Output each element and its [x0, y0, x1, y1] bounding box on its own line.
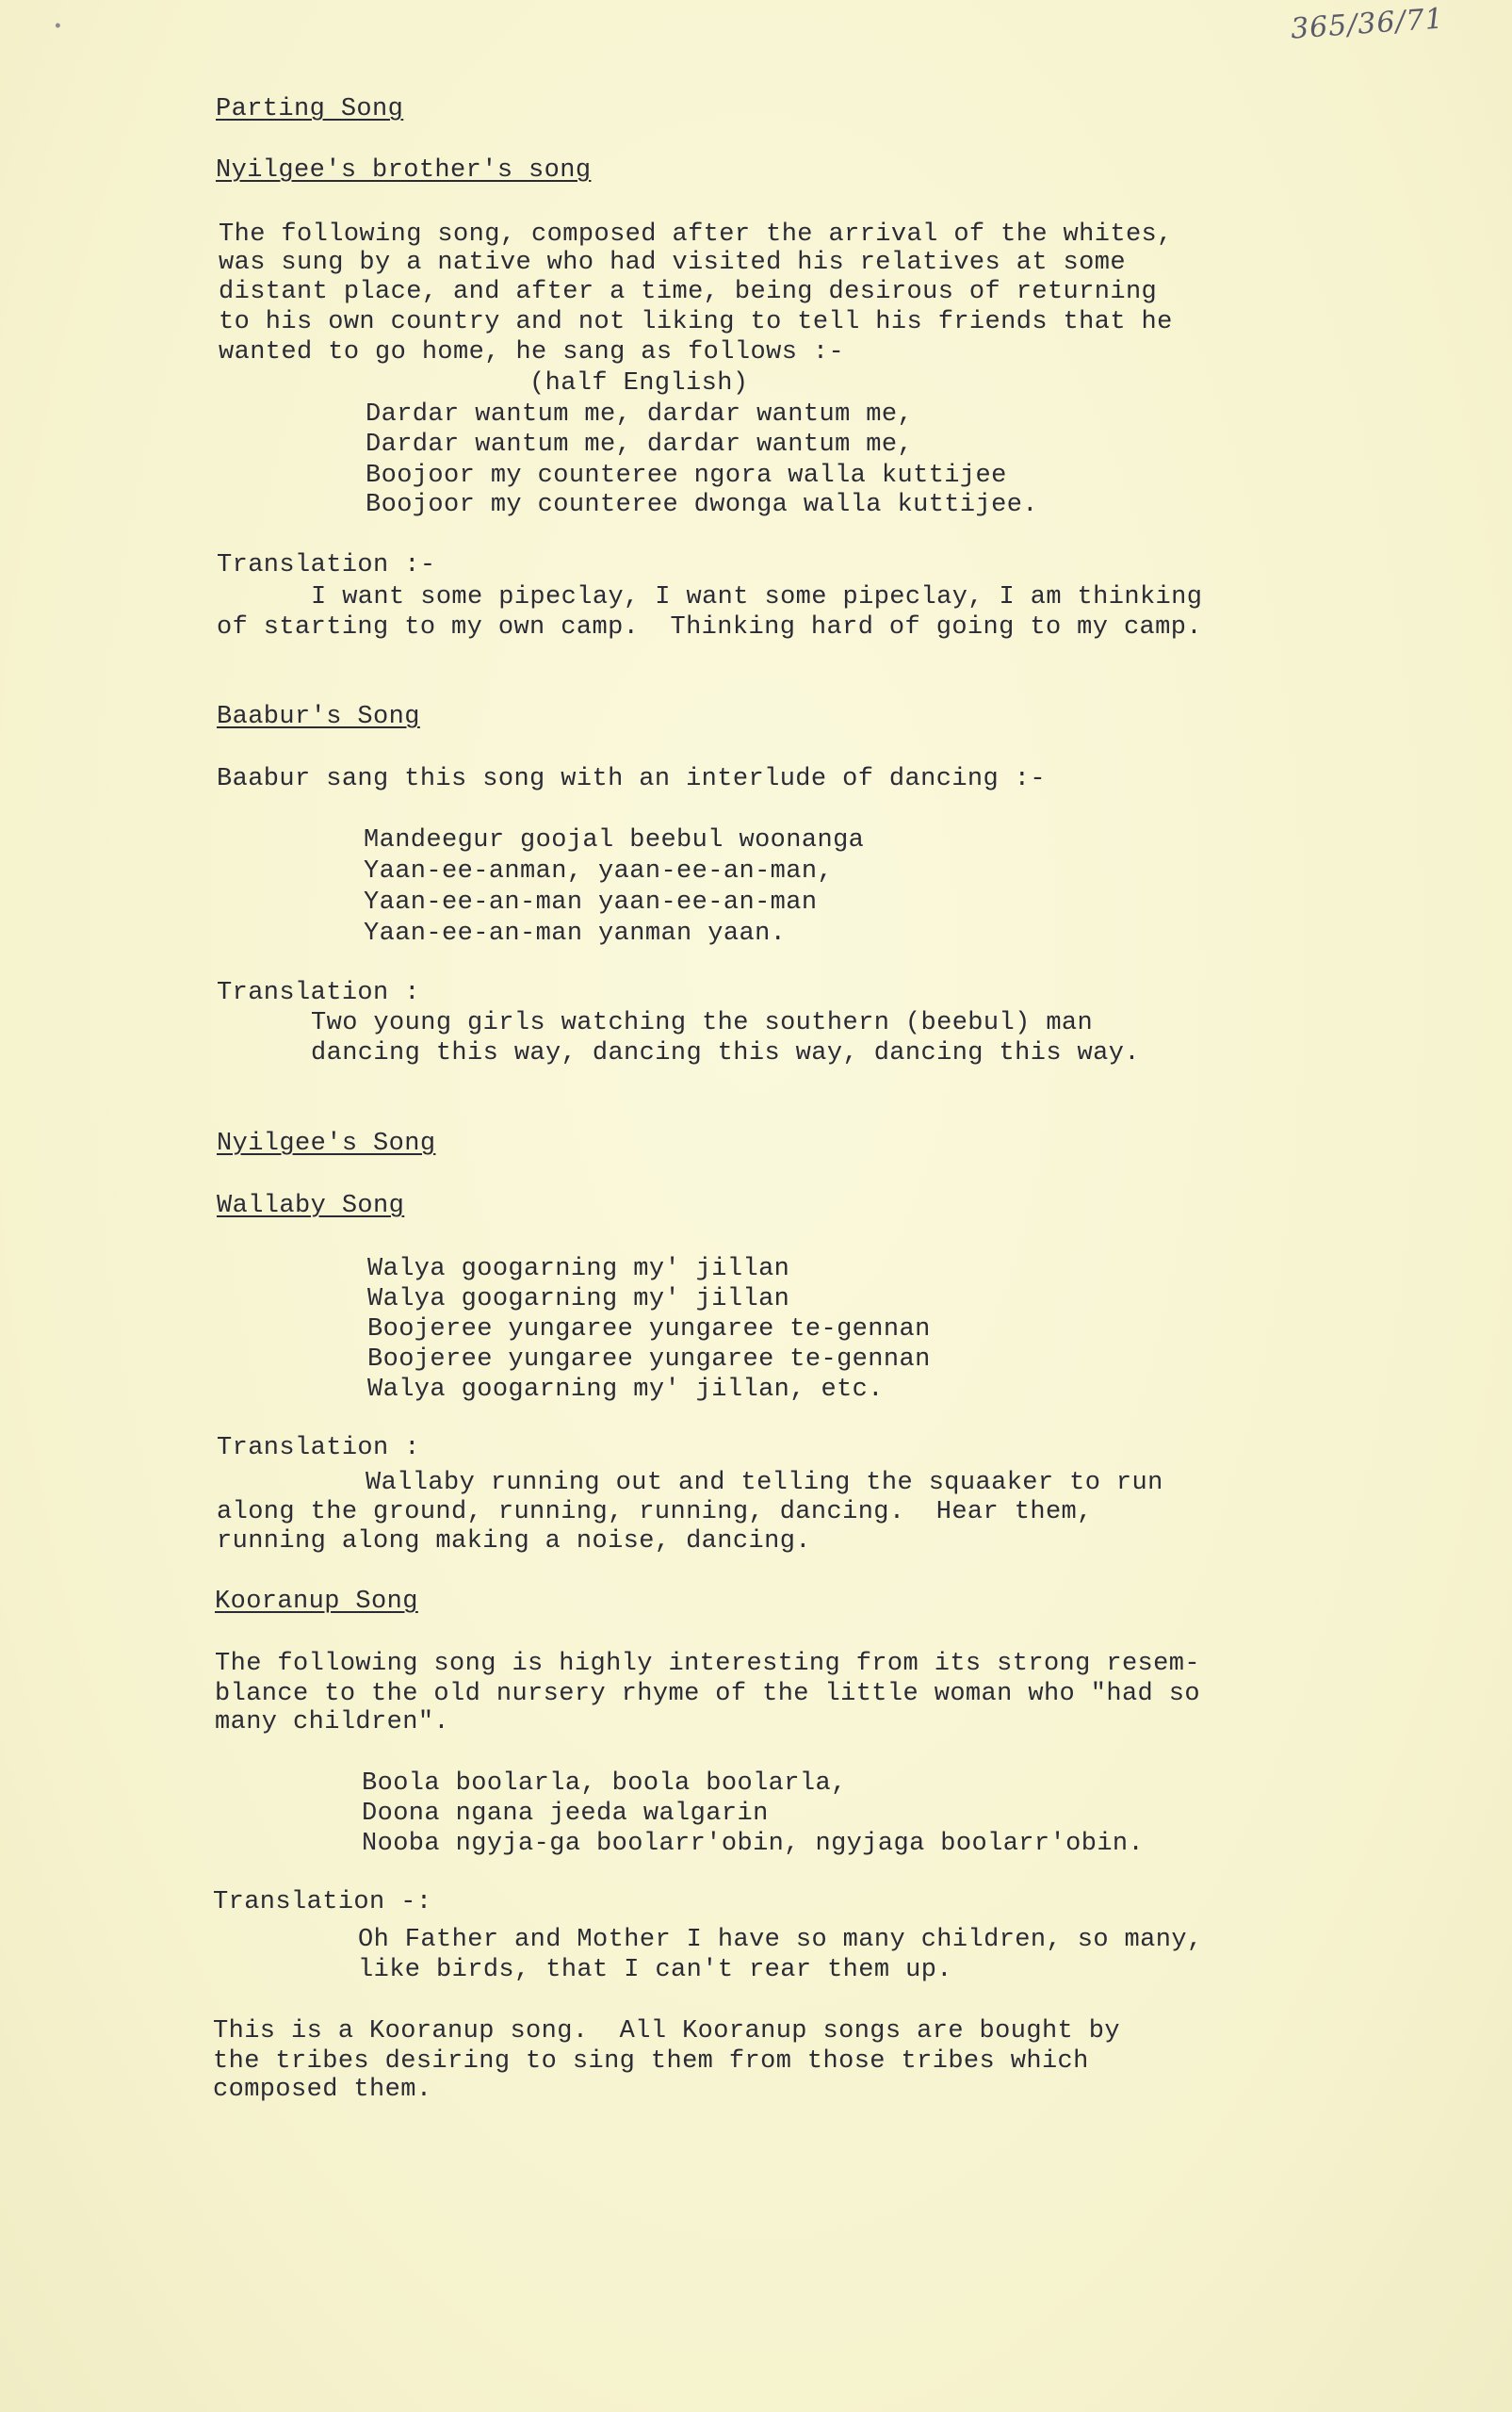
heading-parting-song: Parting Song	[216, 95, 404, 123]
kooranup-intro-line: The following song is highly interesting from its strong resem-	[215, 1650, 1200, 1678]
baabur-translation-line: Two young girls watching the southern (beebul) man	[311, 1009, 1094, 1037]
subheading-wallaby-song: Wallaby Song	[217, 1192, 405, 1220]
archive-number: 365/36/71	[1290, 2, 1446, 46]
baabur-lyric-line: Yaan-ee-anman, yaan-ee-an-man,	[364, 857, 834, 886]
wallaby-translation-label: Translation :	[217, 1434, 420, 1462]
parting-lyric-line: Boojoor my counteree dwonga walla kuttijee.	[366, 491, 1038, 519]
heading-baaburs-song: Baabur's Song	[217, 703, 420, 731]
wallaby-lyric-line: Boojeree yungaree yungaree te-gennan	[367, 1315, 931, 1344]
kooranup-closing-line: composed them.	[213, 2076, 432, 2104]
baabur-lyric-line: Yaan-ee-an-man yanman yaan.	[364, 920, 787, 948]
kooranup-translation-line: like birds, that I can't rear them up.	[358, 1956, 952, 1984]
parting-translation-line: I want some pipeclay, I want some pipeclay, I am thinking	[311, 583, 1203, 611]
parting-translation-label: Translation :-	[217, 551, 436, 579]
wallaby-lyric-line: Boojeree yungaree yungaree te-gennan	[367, 1345, 931, 1374]
baabur-translation-line: dancing this way, dancing this way, dancing this way.	[311, 1039, 1140, 1067]
baabur-lyric-line: Mandeegur goojal beebul woonanga	[364, 826, 865, 855]
kooranup-closing-line: This is a Kooranup song. All Kooranup songs are bought by	[213, 2017, 1120, 2045]
wallaby-translation-line: along the ground, running, running, dancing. Hear them,	[217, 1498, 1093, 1526]
parting-lyric-line: Boojoor my counteree ngora walla kuttijee	[366, 462, 1007, 490]
kooranup-lyric-line: Nooba ngyja-ga boolarr'obin, ngyjaga boolarr'obin.	[362, 1830, 1145, 1858]
kooranup-intro-line: many children".	[215, 1708, 450, 1736]
subheading-nyilgees-brothers-song: Nyilgee's brother's song	[216, 156, 592, 185]
wallaby-lyric-line: Walya googarning my' jillan	[367, 1255, 790, 1283]
parting-intro-line: was sung by a native who had visited his relatives at some	[219, 249, 1126, 277]
parting-intro-line: wanted to go home, he sang as follows :-	[219, 338, 845, 367]
wallaby-lyric-line: Walya googarning my' jillan, etc.	[367, 1376, 884, 1404]
heading-kooranup-song: Kooranup Song	[215, 1588, 418, 1616]
wallaby-translation-line: running along making a noise, dancing.	[217, 1527, 811, 1556]
wallaby-translation-line: Wallaby running out and telling the squaaker to run	[366, 1469, 1163, 1497]
heading-nyilgees-song: Nyilgee's Song	[217, 1130, 436, 1158]
kooranup-intro-line: blance to the old nursery rhyme of the little woman who "had so	[215, 1680, 1200, 1708]
parting-intro-line: The following song, composed after the arrival of the whites,	[219, 220, 1173, 249]
kooranup-closing-line: the tribes desiring to sing them from those tribes which	[213, 2047, 1089, 2076]
kooranup-translation-label: Translation -:	[213, 1888, 432, 1916]
baabur-translation-label: Translation :	[217, 979, 420, 1007]
parting-translation-line: of starting to my own camp. Thinking hard of going to my camp.	[217, 613, 1202, 642]
kooranup-lyric-line: Boola boolarla, boola boolarla,	[362, 1769, 847, 1798]
wallaby-lyric-line: Walya googarning my' jillan	[367, 1285, 790, 1313]
parting-lyric-line: Dardar wantum me, dardar wantum me,	[366, 400, 914, 429]
corner-mark: •	[53, 18, 63, 37]
kooranup-lyric-line: Doona ngana jeeda walgarin	[362, 1800, 769, 1828]
kooranup-translation-line: Oh Father and Mother I have so many children, so many,	[358, 1926, 1203, 1954]
baabur-lyric-line: Yaan-ee-an-man yaan-ee-an-man	[364, 888, 818, 917]
parting-intro-line: distant place, and after a time, being desirous of returning	[219, 278, 1158, 306]
parting-note: (half English)	[529, 369, 749, 398]
parting-intro-line: to his own country and not liking to tell his friends that he	[219, 308, 1173, 336]
parting-lyric-line: Dardar wantum me, dardar wantum me,	[366, 431, 914, 459]
baabur-intro: Baabur sang this song with an interlude of dancing :-	[217, 765, 1046, 793]
